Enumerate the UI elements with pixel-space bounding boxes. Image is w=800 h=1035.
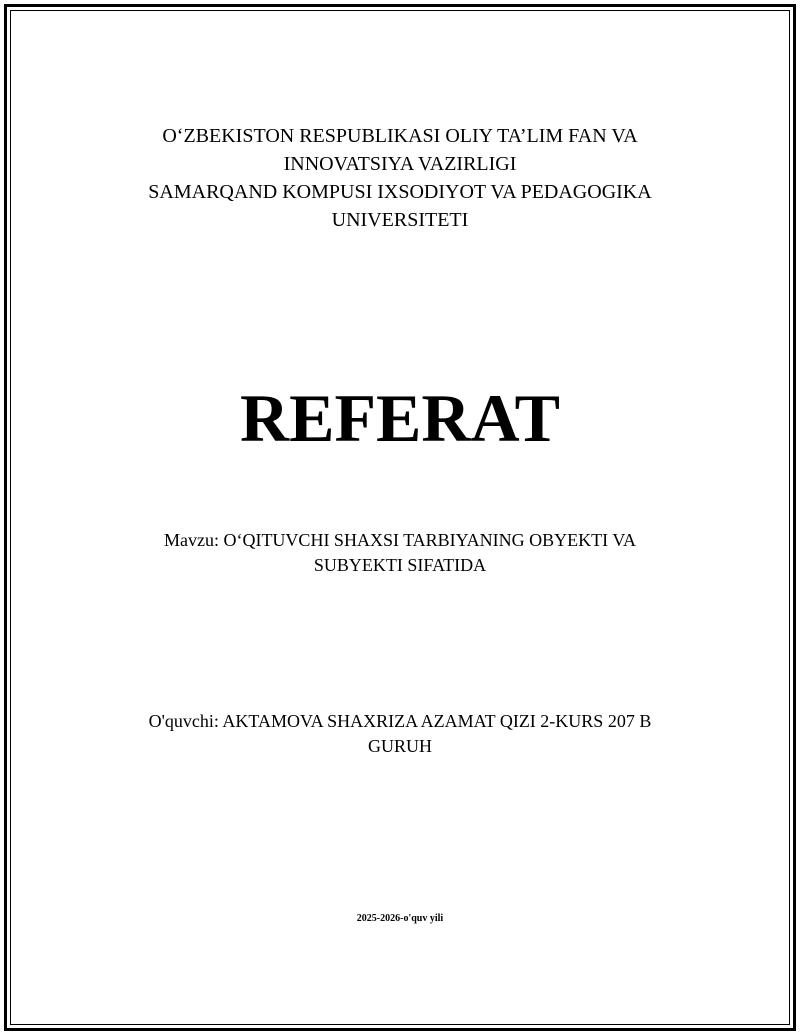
header-line-1: O‘ZBEKISTON RESPUBLIKASI OLIY TA’LIM FAN VA [162, 125, 638, 147]
header-line-2: INNOVATSIYA VAZIRLIGI [283, 153, 517, 175]
document-title: REFERAT [240, 380, 560, 456]
institution-header [0, 122, 800, 234]
header-line-4: UNIVERSITETI [331, 209, 469, 231]
header-line-3: SAMARQAND KOMPUSI IXSODIYOT VA PEDAGOGIKA [148, 181, 652, 203]
academic-year: 2025-2026-o'quv yili [356, 913, 444, 924]
student-info: O'quvchi: AKTAMOVA SHAXRIZA AZAMAT QIZI 2-KURS 207 B GURUH [148, 711, 652, 756]
topic-text: Mavzu: O‘QITUVCHI SHAXSI TARBIYANING OBYEKTI VA SUBYEKTI SIFATIDA [163, 530, 637, 575]
